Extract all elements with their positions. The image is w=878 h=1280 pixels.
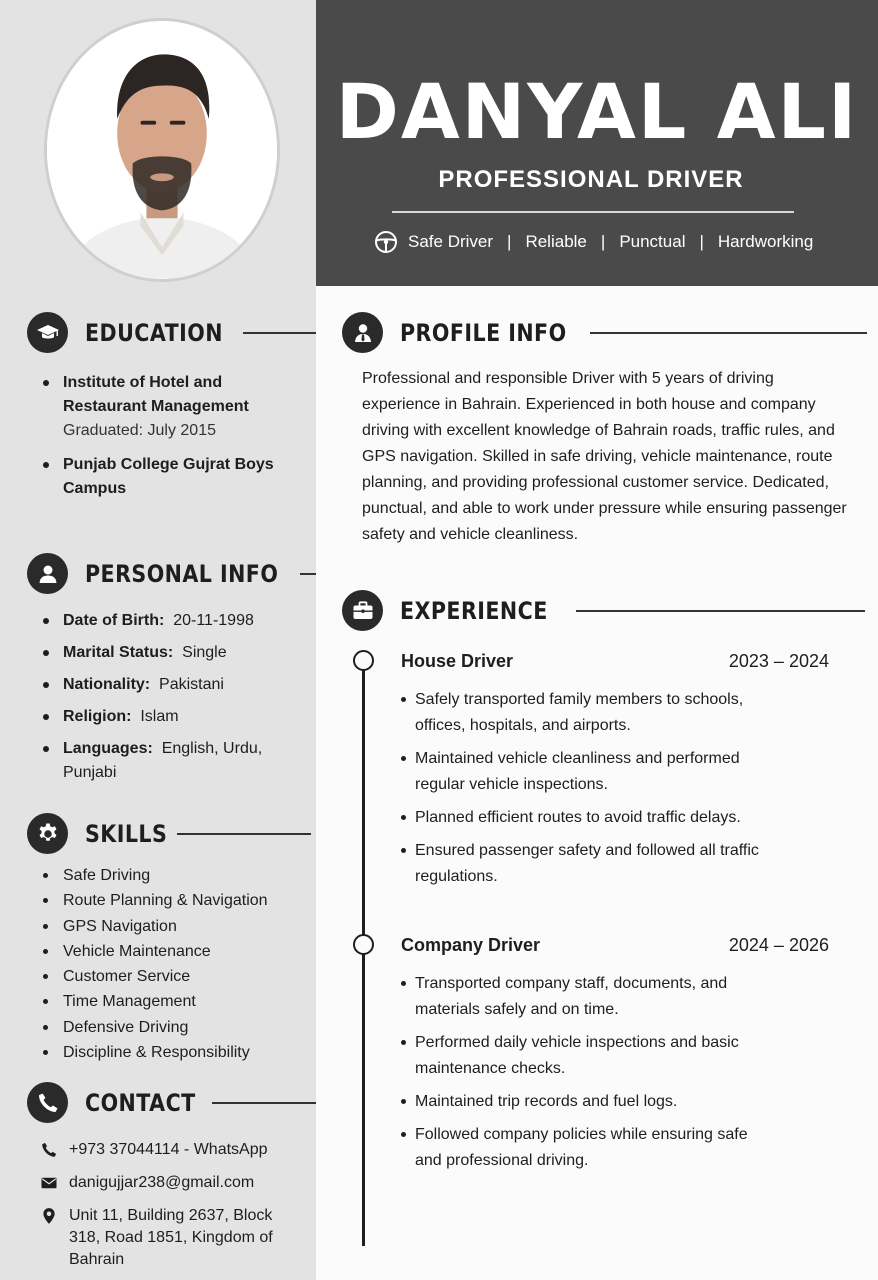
job-duty: Maintained vehicle cleanliness and performed regular vehicle inspections.: [401, 746, 771, 798]
job-entry-dates: 2023 – 2024: [728, 651, 829, 671]
traits-row: [374, 230, 813, 254]
trait-separator: |: [699, 232, 704, 251]
job-duty: Ensured passenger safety and followed all traffic regulations.: [401, 838, 771, 890]
profile-info-rule: [590, 332, 867, 334]
contact-email-row: [40, 1172, 300, 1194]
main-content: [316, 286, 878, 1280]
education-title: EDUCATION: [85, 318, 223, 347]
trait-item: Reliable: [525, 232, 587, 251]
education-item: [40, 453, 290, 501]
profile-summary: Professional and responsible Driver with 5 years of driving experience in Bahrain. Experienced in both house and company driving with excellent knowledge of Bahrain roads, traffic rules, and GPS navigation. Skilled in safe driving, vehicle maintenance, route planning, and providing professional customer service. Dedicated, punctual, and able to work under pressure while ensuring passenger safety and vehicle cleanliness.: [362, 370, 847, 543]
job-entry-title: House Driver: [401, 651, 514, 671]
trait-separator: |: [600, 232, 606, 251]
education-item: [40, 371, 290, 443]
contact-phone-row: [40, 1139, 300, 1161]
personal-info-item: [40, 609, 290, 633]
education-detail: Graduated: July 2015: [63, 422, 216, 439]
skill-item: Safe Driving: [40, 863, 268, 888]
trait-separator: |: [507, 232, 512, 251]
education-school: Punjab College Gujrat Boys Campus: [63, 456, 274, 497]
timeline-node: [353, 934, 374, 955]
skill-item: Customer Service: [40, 964, 268, 989]
personal-info-item: [40, 737, 290, 785]
person-portrait-icon: [47, 21, 277, 279]
skills-heading: [27, 813, 311, 854]
religion-value: Islam: [140, 708, 179, 725]
dob-value: 20-11-1998: [173, 612, 254, 629]
header-banner: [316, 0, 878, 286]
job-duty: Planned efficient routes to avoid traffic delays.: [401, 805, 771, 831]
marital-status-label: Marital Status:: [63, 644, 174, 661]
personal-info-item: [40, 641, 290, 665]
job-title: PROFESSIONAL DRIVER: [438, 166, 744, 193]
profile-info-heading: [342, 312, 867, 353]
contact-address: Unit 11, Building 2637, Block 318, Road 1851, Kingdom of Bahrain: [69, 1207, 273, 1268]
trait-item: Safe Driver: [408, 232, 494, 251]
candidate-name: DANYAL ALI: [335, 67, 859, 156]
job-duties: [401, 971, 831, 1174]
trait-item: Hardworking: [717, 232, 814, 251]
personal-info-item: [40, 705, 290, 729]
envelope-icon: [40, 1174, 58, 1192]
briefcase-icon: [342, 590, 383, 631]
languages-value: English, Urdu, Punjabi: [63, 740, 263, 781]
skill-item: Time Management: [40, 989, 268, 1014]
contact-details: [40, 1139, 300, 1280]
skill-item: Defensive Driving: [40, 1015, 268, 1040]
job-entry-dates: 2024 – 2026: [728, 935, 829, 955]
location-pin-icon: [40, 1207, 58, 1225]
nationality-label: Nationality:: [63, 676, 151, 693]
job-duty: Safely transported family members to schools, offices, hospitals, and airports.: [401, 687, 771, 739]
personal-info-list: [40, 609, 290, 793]
marital-status-value: Single: [182, 644, 227, 661]
contact-heading: [27, 1082, 324, 1123]
dob-label: Date of Birth:: [63, 612, 165, 629]
job-entry: [401, 935, 831, 1181]
skills-rule: [177, 833, 311, 835]
job-duty: Transported company staff, documents, and materials safely and on time.: [401, 971, 771, 1023]
nationality-value: Pakistani: [159, 676, 224, 693]
personal-info-item: [40, 673, 290, 697]
job-duty: Performed daily vehicle inspections and basic maintenance checks.: [401, 1030, 771, 1082]
job-duty: Followed company policies while ensuring safe and professional driving.: [401, 1122, 771, 1174]
contact-rule: [212, 1102, 324, 1104]
steering-wheel-icon: [374, 230, 398, 254]
education-school: Institute of Hotel and Restaurant Management: [63, 374, 249, 415]
experience-title: EXPERIENCE: [400, 596, 548, 625]
contact-phone[interactable]: +973 37044114 - WhatsApp: [69, 1141, 268, 1158]
job-duty: Maintained trip records and fuel logs.: [401, 1089, 771, 1115]
sidebar: [0, 0, 316, 1280]
contact-email[interactable]: danigujjar238@gmail.com: [69, 1174, 255, 1191]
profile-badge-icon: [342, 312, 383, 353]
personal-info-title: PERSONAL INFO: [85, 559, 279, 588]
job-entry: [401, 651, 831, 897]
experience-rule: [576, 610, 865, 612]
experience-heading: [342, 590, 865, 631]
languages-label: Languages:: [63, 740, 153, 757]
profile-photo: [44, 18, 280, 282]
skill-item: Discipline & Responsibility: [40, 1040, 268, 1065]
skills-list: [40, 863, 268, 1065]
contact-title: CONTACT: [85, 1088, 196, 1117]
phone-icon: [27, 1082, 68, 1123]
skill-item: GPS Navigation: [40, 914, 268, 939]
education-list: [40, 371, 290, 511]
job-duties: [401, 687, 831, 890]
header-divider: [392, 211, 794, 213]
skills-title: SKILLS: [85, 819, 168, 848]
skill-item: Vehicle Maintenance: [40, 939, 268, 964]
phone-icon: [40, 1141, 58, 1159]
trait-item: Punctual: [619, 232, 686, 251]
user-icon: [27, 553, 68, 594]
job-entry-title: Company Driver: [401, 935, 541, 955]
education-heading: [27, 312, 333, 353]
skill-item: Route Planning & Navigation: [40, 888, 268, 913]
profile-info-title: PROFILE INFO: [400, 318, 567, 347]
gear-icon: [27, 813, 68, 854]
religion-label: Religion:: [63, 708, 132, 725]
graduation-cap-icon: [27, 312, 68, 353]
timeline-node: [353, 650, 374, 671]
personal-info-heading: [27, 553, 352, 594]
contact-address-row: [40, 1205, 300, 1271]
